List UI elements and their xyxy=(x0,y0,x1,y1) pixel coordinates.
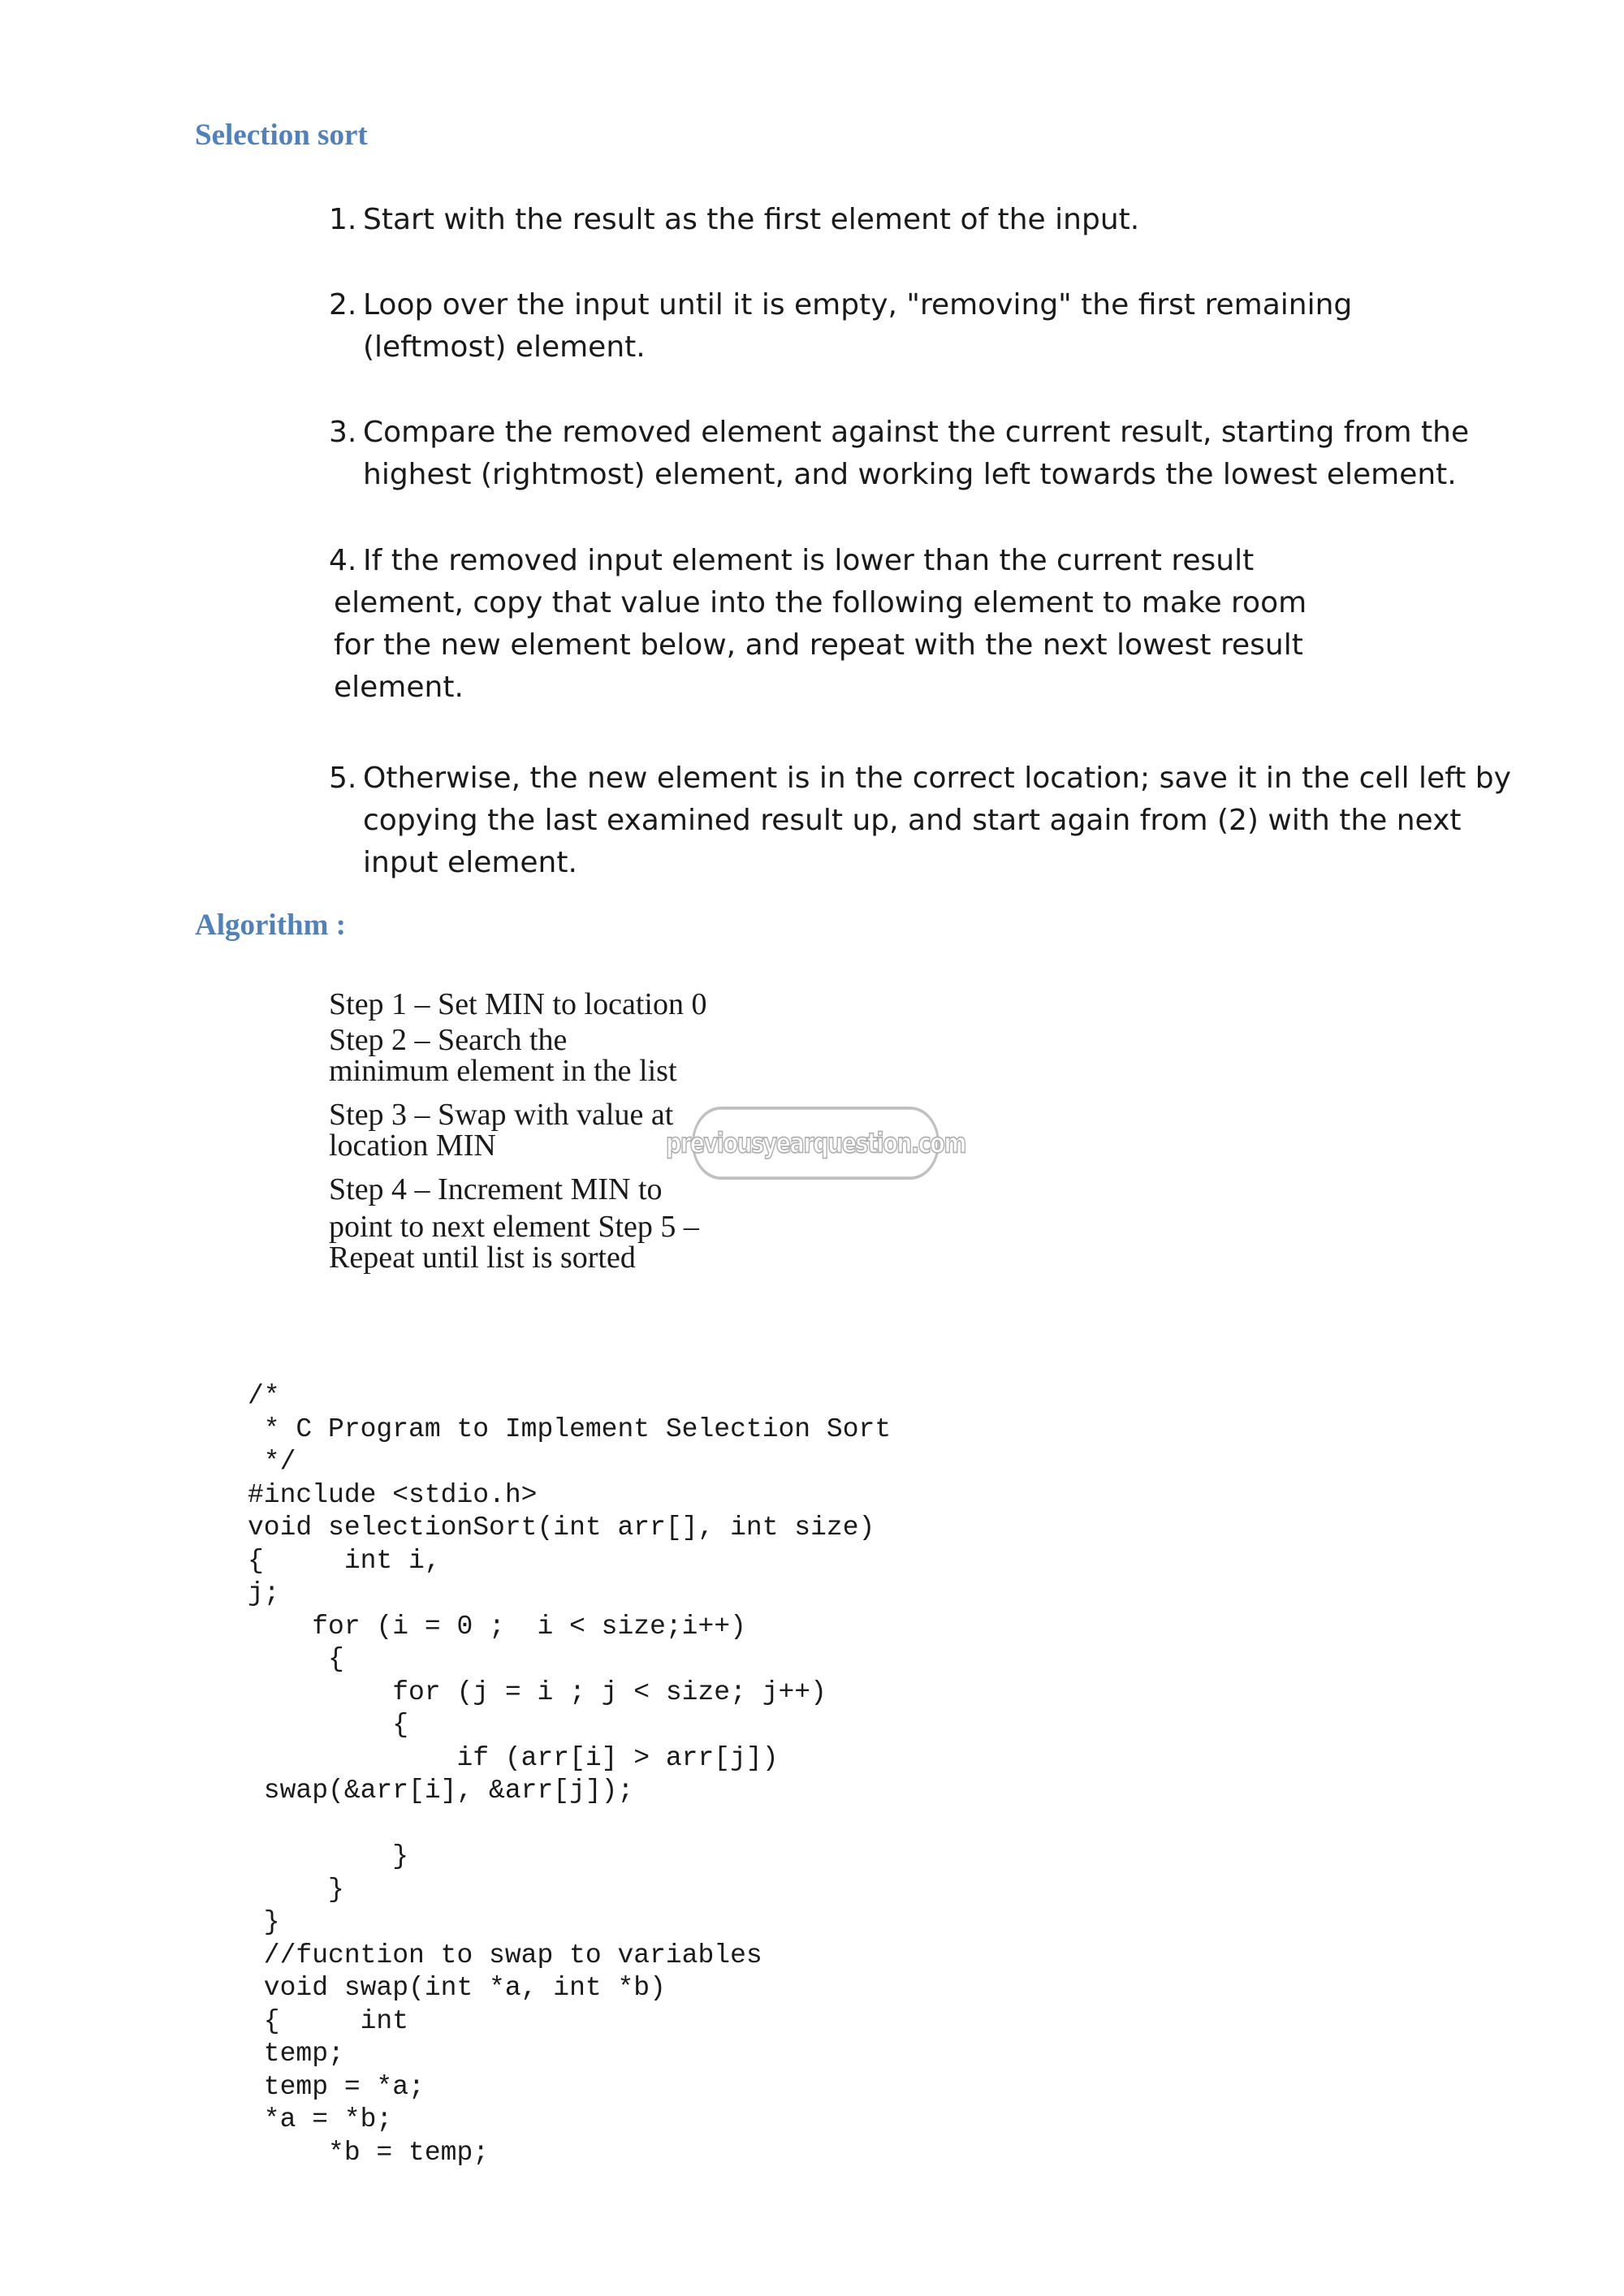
list-item xyxy=(329,199,1500,241)
algorithm-line: point to next element Step 5 – xyxy=(329,1210,699,1244)
algorithm-line: Step 4 – Increment MIN to xyxy=(329,1172,663,1206)
list-item xyxy=(329,412,1516,496)
watermark-text: previousyearquestion.com xyxy=(666,1127,965,1159)
algorithm-steps xyxy=(329,989,706,1273)
list-item-text: Start with the result as the first element of the input. xyxy=(363,203,1140,236)
list-item-line: element, copy that value into the following element to make room xyxy=(334,586,1307,619)
list-item-text xyxy=(329,540,1307,709)
list-item-number: 3. xyxy=(329,416,357,449)
algorithm-line: location MIN xyxy=(329,1129,496,1163)
algorithm-line: Step 3 – Swap with value at xyxy=(329,1098,674,1132)
list-item xyxy=(329,757,1540,884)
list-item-text: Otherwise, the new element is in the correct location; save it in the cell left by copying the last examined result up, and start again from (2) with the next input element. xyxy=(363,762,1511,879)
list-item-line: element. xyxy=(334,671,464,704)
list-item-text: Loop over the input until it is empty, "removing" the first remaining (leftmost) element. xyxy=(363,288,1353,364)
list-item-number: 1. xyxy=(329,203,357,236)
list-item-number: 4. xyxy=(329,544,357,577)
list-item xyxy=(329,284,1451,369)
list-item-line: for the new element below, and repeat with the next lowest result xyxy=(334,628,1303,662)
list-item xyxy=(329,540,1307,709)
list-item-number: 2. xyxy=(329,288,357,322)
algorithm-line: minimum element in the list xyxy=(329,1054,677,1088)
algorithm-line: Step 1 – Set MIN to location 0 xyxy=(329,987,707,1021)
section-heading-selection-sort: Selection sort xyxy=(195,119,368,152)
algorithm-line: Repeat until list is sorted xyxy=(329,1241,636,1275)
code-block: /* * C Program to Implement Selection Sort */ #include <stdio.h> void selectionSort(int arr[], int size) { int i, j; for (i = 0 ; i < size;i++) { for (j = i ; j < size; j++) { if (arr[i] > arr[j]) swap(&arr[i], &arr[j]); } } } //fucntion to swap to variables void swap(int *a, int *b) { int temp; temp = *a; *a = *b; *b = temp; xyxy=(248,1381,892,2168)
list-item-number: 5. xyxy=(329,762,357,795)
watermark-logo xyxy=(666,1107,965,1180)
list-item-line: If the removed input element is lower than the current result xyxy=(363,544,1255,577)
list-item-text: Compare the removed element against the current result, starting from the highest (rightmost) element, and working left towards the lowest element. xyxy=(363,416,1470,491)
section-heading-algorithm: Algorithm : xyxy=(195,908,346,942)
algorithm-line: Step 2 – Search the xyxy=(329,1023,568,1057)
